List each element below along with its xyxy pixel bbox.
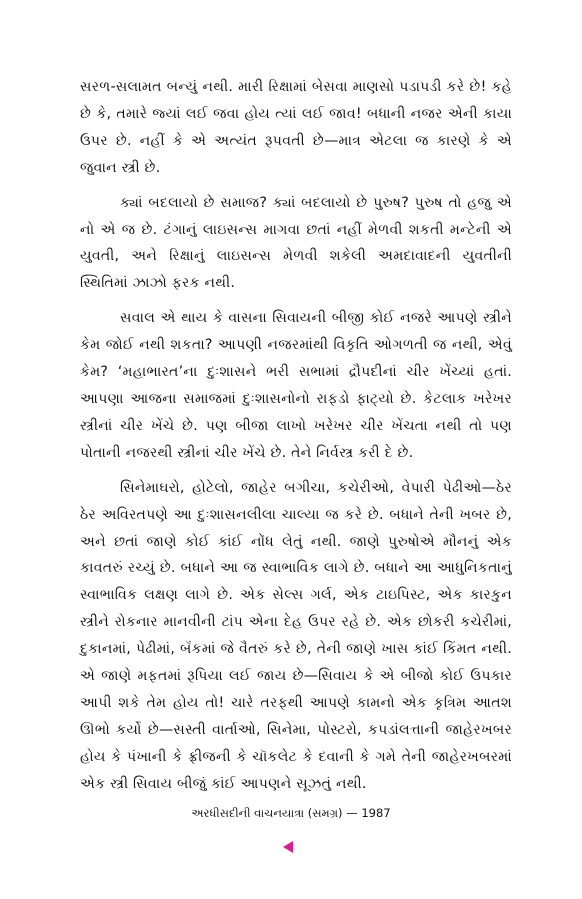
paragraph-4: સિનેમાઘરો, હોટેલો, જાહેર બગીચા, કચેરીઓ, વેપારી પેઢીઓ—ઠેર ઠેર અવિરતપણે આ દુઃશાસનલીલા ચાલ્યા જ કરે છે. બધાને તેની ખબર છે, અને છતાં જાણે કોઈ કાંઈ નોંધ લેતું નથી. જાણે પુરુષોએ મૌનનું એક કાવતરું રચ્યું છે. બધાને આ જ સ્વાભાવિક લાગે છે. બધાને આ આધુનિકતાનું સ્વાભાવિક લક્ષણ લાગે છે. એક સેલ્સ ગર્લ, એક ટાઇપિસ્ટ, એક કારકુન સ્ત્રીને રોકનાર માનવીની ટાંપ એના દેહ ઉપર રહે છે. એક છોકરી કચેરીમાં, દુકાનમાં, પેઢીમાં, બૅંકમાં જે વૈતરું કરે છે, તેની જાણે ખાસ કાંઈ કિંમત નથી. એ જાણે મફતમાં રૂપિયા લઈ જાય છે—સિવાય કે એ બીજો કોઈ ઉપકાર આપી શકે તેમ હોય તો! ચારે તરફથી આપણે કામનો એક કૃત્રિમ આતશ ઊભો કર્યો છે—સસ્તી વાર્તાઓ, સિનેમા, પોસ્ટરો, કપડાંલત્તાની જાહેરખબર હોય કે પંખાની કે ફ્રીજની કે ચૉકલેટ કે દવાની કે ગમે તેની જાહેરખબરમાં એક સ્ત્રી સિવાય બીજું કાંઈ આપણને સૂઝતું નથી. xyxy=(80,479,512,792)
body-text xyxy=(80,74,512,806)
page-footer: અરધીસદીની વાચનયાત્રા (સમગ્ર) — 1987 xyxy=(191,806,391,820)
previous-page-arrow-icon[interactable] xyxy=(283,841,293,853)
paragraph-1: સરળ-સલામત બન્યું નથી. મારી રિક્ષામાં બેસવા માણસો પડાપડી કરે છે! કહે છે કે, તમારે જ્યાં લઈ જવા હોય ત્યાં લઈ જાવ! બધાની નજર એની કાયા ઉપર છે. નહીં કે એ અત્યંત રૂપવતી છે—માત્ર એટલા જ કારણે કે એ જુવાન સ્ત્રી છે. xyxy=(80,79,512,176)
paragraph-3: સવાલ એ થાય કે વાસના સિવાયની બીજી કોઈ નજરે આપણે સ્ત્રીને કેમ જોઈ નથી શકતા? આપણી નજરમાંથી વિકૃતિ ઓગળતી જ નથી, એવું કેમ? ‘મહાભારત’ના દુઃશાસને ભરી સભામાં દ્રૌપદીનાં ચીર ખેંચ્યાં હતાં. આપણા આજના સમાજમાં દુઃશાસનોનો રાફડો ફાટ્યો છે. કેટલાક ખરેખર સ્ત્રીનાં ચીર ખેંચે છે. પણ બીજા લાખો ખરેખર ચીર ખેંચતા નથી તો પણ પોતાની નજરથી સ્ત્રીનાં ચીર ખેંચે છે. તેને નિર્વસ્ત્ર કરી દે છે. xyxy=(80,310,512,461)
paragraph-2: ક્યાં બદલાયો છે સમાજ? ક્યાં બદલાયો છે પુરુષ? પુરુષ તો હજુ એ નો એ જ છે. ટંગાનું લાઇસન્સ માગવા છતાં નહીં મેળવી શકતી મન્ટેની એ યુવતી, અને રિક્ષાનું લાઇસન્સ મેળવી શકેલી અમદાવાદની યુવતીની સ્થિતિમાં ઝાઝો ફરક નથી. xyxy=(80,194,512,292)
